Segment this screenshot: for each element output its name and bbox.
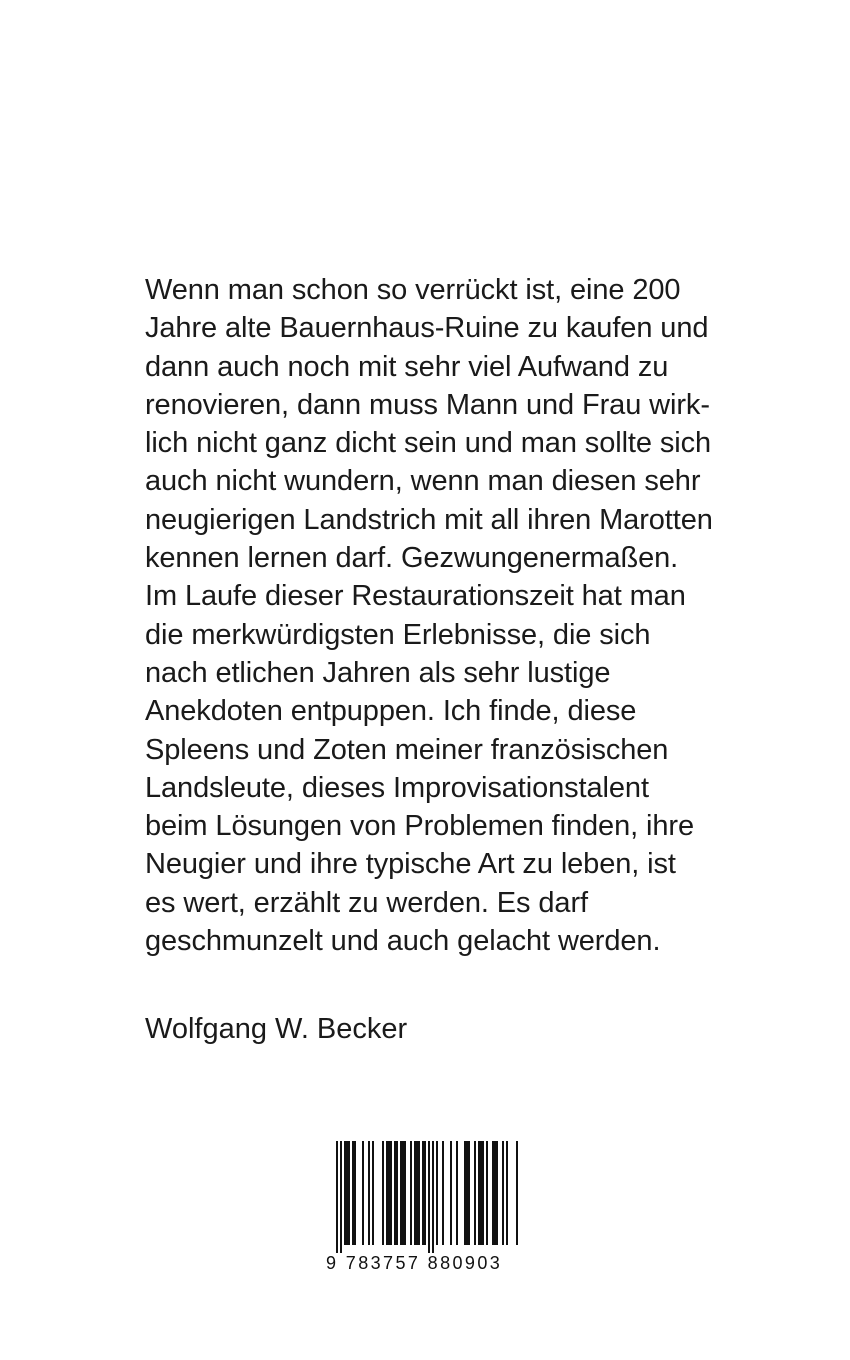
- blurb-line: Spleens und Zoten meiner französischen: [145, 733, 669, 766]
- barcode-bar: [410, 1141, 412, 1245]
- barcode-bar: [362, 1141, 364, 1245]
- author-name: Wolfgang W. Becker: [145, 1013, 408, 1045]
- blurb-line: Neugier und ihre typische Art zu leben, ist: [145, 848, 676, 881]
- blurb-line: nach etlichen Jahren als sehr lustige: [145, 656, 611, 689]
- barcode-bar: [442, 1141, 444, 1245]
- barcode-bar: [352, 1141, 356, 1245]
- isbn-number: 9 783757 880903: [326, 1253, 503, 1273]
- barcode-bar: [386, 1141, 392, 1245]
- blurb-line: Wenn man schon so verrückt ist, eine 200: [145, 274, 681, 306]
- barcode-bar: [502, 1141, 504, 1245]
- barcode-bar: [368, 1141, 370, 1245]
- barcode-bar: [474, 1141, 476, 1245]
- blurb-line: Im Laufe dieser Restaurationszeit hat man: [145, 580, 686, 613]
- barcode-bar: [422, 1141, 426, 1245]
- blurb-line: lich nicht ganz dicht sein und man sollte sich: [145, 427, 712, 460]
- blurb-line: auch nicht wundern, wenn man diesen sehr: [145, 465, 701, 498]
- barcode-bar: [486, 1141, 488, 1245]
- barcode-bar: [450, 1141, 452, 1245]
- barcode-bar: [394, 1141, 398, 1245]
- barcode-bar: [340, 1141, 342, 1253]
- blurb-line: dann auch noch mit sehr viel Aufwand zu: [145, 350, 669, 383]
- blurb-line: kennen lernen darf. Gezwungenermaßen.: [145, 542, 679, 575]
- barcode-bar: [436, 1141, 438, 1245]
- barcode-bar: [414, 1141, 420, 1245]
- barcode-bar: [478, 1141, 484, 1245]
- barcode-bar: [336, 1141, 338, 1253]
- blurb-line: Anekdoten entpuppen. Ich finde, diese: [145, 695, 637, 728]
- blurb-line: neugierigen Landstrich mit all ihren Marotten: [145, 503, 713, 536]
- barcode-bar: [400, 1141, 406, 1245]
- barcode-bar: [456, 1141, 458, 1245]
- blurb-line: die merkwürdigsten Erlebnisse, die sich: [145, 618, 651, 651]
- barcode-bar: [506, 1141, 508, 1245]
- barcode-bar: [428, 1141, 430, 1253]
- blurb-line: renovieren, dann muss Mann und Frau wirk-: [145, 388, 710, 421]
- barcode-bar: [344, 1141, 350, 1245]
- barcode-bar: [382, 1141, 384, 1245]
- barcode-bars: [326, 1141, 518, 1253]
- blurb-text: [145, 271, 765, 960]
- isbn-barcode: [326, 1141, 518, 1276]
- barcode-bar: [492, 1141, 498, 1245]
- barcode-bar: [516, 1141, 518, 1245]
- barcode-bar: [464, 1141, 470, 1245]
- blurb-line: es wert, erzählt zu werden. Es darf: [145, 886, 588, 919]
- barcode-bar: [432, 1141, 434, 1253]
- blurb-line: beim Lösungen von Problemen finden, ihre: [145, 810, 694, 843]
- blurb-line: Landsleute, dieses Improvisationstalent: [145, 771, 649, 804]
- blurb-line: Jahre alte Bauernhaus-Ruine zu kaufen und: [145, 312, 709, 345]
- blurb-line: geschmunzelt und auch gelacht werden.: [145, 925, 661, 958]
- barcode-bar: [372, 1141, 374, 1245]
